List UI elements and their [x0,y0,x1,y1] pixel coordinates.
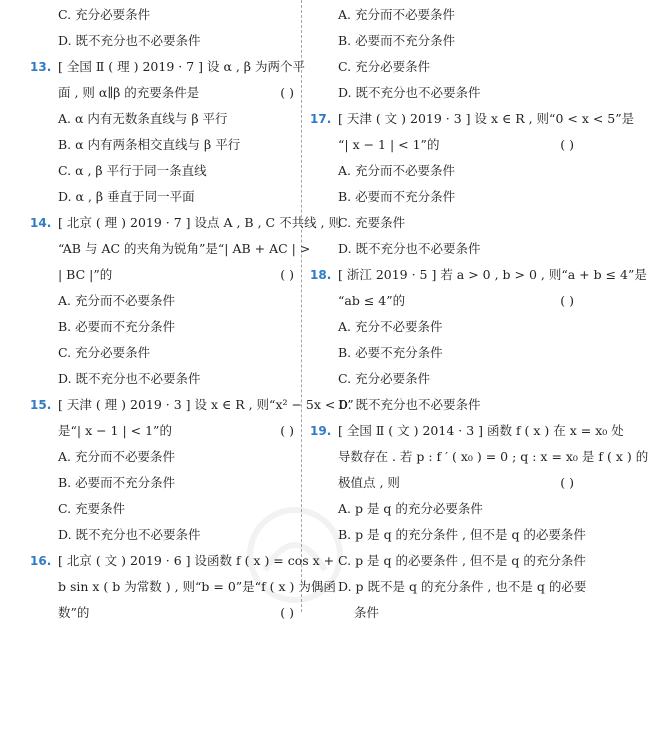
question-stem-line: [ 全国 Ⅱ ( 文 ) 2014 · 3 ] 函数 f ( x ) 在 x = x₀ 处 [338,423,624,438]
q16-option-c: C. 充分必要条件 [338,59,431,74]
option-d: D. 既不充分也不必要条件 [58,371,201,386]
option-a: A. 充分而不必要条件 [338,163,455,178]
question-number: 14. [30,216,52,230]
answer-parentheses: ( ) [280,85,294,100]
option-b: B. α 内有两条相交直线与 β 平行 [58,137,241,152]
question-stem-line: [ 北京 ( 理 ) 2019 · 7 ] 设点 A , B , C 不共线 , 则 [58,215,341,230]
q16-option-d: D. 既不充分也不必要条件 [338,85,481,100]
option-a: A. 充分而不必要条件 [58,293,175,308]
option-d: D. p 既不是 q 的充分条件 , 也不是 q 的必要 [338,579,587,594]
option-b: B. p 是 q 的充分条件 , 但不是 q 的必要条件 [338,527,586,542]
option-a: A. 充分不必要条件 [338,319,443,334]
option-d: D. α , β 垂直于同一平面 [58,189,195,204]
question-stem-line: 导数存在 . 若 p : f ′ ( x₀ ) = 0 ; q : x = x₀ 是 f ( x ) 的 [338,449,648,464]
question-stem-line: | BC |”的 [58,267,113,282]
q16-option-b: B. 必要而不充分条件 [338,33,456,48]
option-c: C. 充要条件 [58,501,126,516]
option-c: C. 充要条件 [338,215,406,230]
question-stem-line: “AB 与 AC 的夹角为锐角”是“| AB + AC | > [58,241,311,256]
option-c: C. p 是 q 的必要条件 , 但不是 q 的充分条件 [338,553,586,568]
option-a: A. α 内有无数条直线与 β 平行 [58,111,228,126]
answer-parentheses: ( ) [280,423,294,438]
option-d: D. 既不充分也不必要条件 [338,397,481,412]
question-stem-line: 是“| x − 1 | < 1”的 [58,423,172,438]
question-number: 17. [310,112,332,126]
option-d: D. 既不充分也不必要条件 [58,527,201,542]
option-b: B. 必要不充分条件 [338,345,443,360]
question-stem-line: [ 全国 Ⅱ ( 理 ) 2019 · 7 ] 设 α , β 为两个平 [58,59,306,74]
option-b: B. 必要而不充分条件 [338,189,456,204]
option-d-continuation: 条件 [354,605,380,620]
question-stem-line: 数”的 [58,605,90,620]
q12-option-d: D. 既不充分也不必要条件 [58,33,201,48]
question-number: 15. [30,398,52,412]
question-stem-line: “| x − 1 | < 1”的 [338,137,440,152]
q16-option-a: A. 充分而不必要条件 [338,7,455,22]
option-d: D. 既不充分也不必要条件 [338,241,481,256]
question-number: 18. [310,268,332,282]
answer-parentheses: ( ) [280,267,294,282]
q12-option-c: C. 充分必要条件 [58,7,151,22]
answer-parentheses: ( ) [560,137,574,152]
faint-watermark-icon [225,500,365,610]
question-stem-line: b sin x ( b 为常数 ) , 则“b = 0”是“f ( x ) 为偶函 [58,579,336,594]
option-a: A. 充分而不必要条件 [58,449,175,464]
question-stem-line: [ 北京 ( 文 ) 2019 · 6 ] 设函数 f ( x ) = cos x + [58,553,335,568]
question-stem-line: 面 , 则 α∥β 的充要条件是 [58,85,200,100]
question-stem-line: [ 天津 ( 文 ) 2019 · 3 ] 设 x ∈ R , 则“0 < x < 5”是 [338,111,635,126]
question-stem-line: [ 天津 ( 理 ) 2019 · 3 ] 设 x ∈ R , 则“x² − 5x < 0” [58,397,354,412]
answer-parentheses: ( ) [560,475,574,490]
answer-parentheses: ( ) [560,293,574,308]
option-c: C. 充分必要条件 [338,371,431,386]
option-a: A. p 是 q 的充分必要条件 [338,501,483,516]
option-c: C. 充分必要条件 [58,345,151,360]
option-c: C. α , β 平行于同一条直线 [58,163,207,178]
answer-parentheses: ( ) [280,605,294,620]
question-stem-line: “ab ≤ 4”的 [338,293,406,308]
question-number: 16. [30,554,52,568]
question-stem-line: [ 浙江 2019 · 5 ] 若 a > 0 , b > 0 , 则“a + b ≤ 4”是 [338,267,647,282]
option-b: B. 必要而不充分条件 [58,319,176,334]
option-b: B. 必要而不充分条件 [58,475,176,490]
question-stem-line: 极值点 , 则 [338,475,400,490]
question-number: 13. [30,60,52,74]
question-number: 19. [310,424,332,438]
